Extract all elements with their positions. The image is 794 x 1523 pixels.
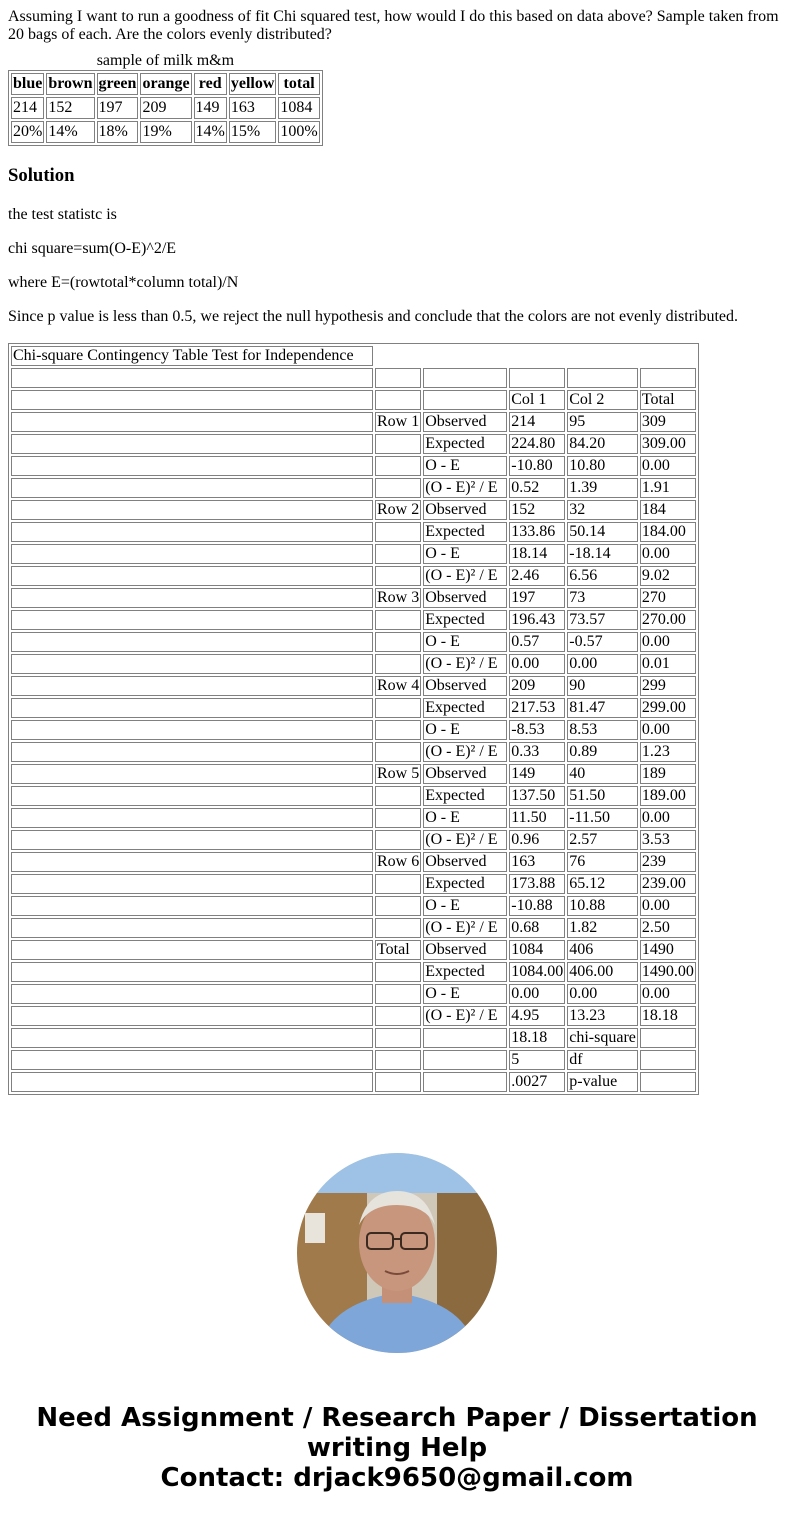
chi-cell: 0.00 [640, 808, 696, 828]
author-avatar [297, 1153, 497, 1353]
chi-cell [11, 962, 373, 982]
chi-cell [11, 940, 373, 960]
chi-cell: Expected [423, 962, 507, 982]
chi-cell: 299 [640, 676, 696, 696]
chi-cell: Expected [423, 522, 507, 542]
chi-table-row [11, 720, 696, 740]
chi-cell [375, 830, 421, 850]
chi-header-row [11, 390, 696, 410]
chi-cell: 0.00 [640, 632, 696, 652]
chi-cell: Observed [423, 676, 507, 696]
chi-table-row [11, 962, 696, 982]
chi-table-row [11, 610, 696, 630]
solution-line-3: where E=(rowtotal*column total)/N [8, 274, 239, 291]
chi-summary-row [11, 1072, 696, 1092]
chi-cell: Expected [423, 874, 507, 894]
chi-cell [11, 676, 373, 696]
chi-cell [11, 830, 373, 850]
mm-header-cell: yellow [229, 73, 277, 95]
chi-cell: 81.47 [567, 698, 638, 718]
solution-line-2: chi square=sum(O-E)^2/E [8, 240, 177, 257]
chi-cell: (O - E)² / E [423, 830, 507, 850]
chi-cell: df [567, 1050, 638, 1070]
chi-cell: 163 [509, 852, 565, 872]
chi-cell [375, 896, 421, 916]
chi-cell: Total [375, 940, 421, 960]
mm-cell: 209 [140, 97, 191, 119]
chi-cell [375, 742, 421, 762]
chi-cell: 196.43 [509, 610, 565, 630]
chi-cell [11, 588, 373, 608]
chi-cell: 0.00 [509, 984, 565, 1004]
chi-cell: 73.57 [567, 610, 638, 630]
chi-cell [423, 390, 507, 410]
mm-table-row [11, 121, 320, 143]
promo-banner [0, 1403, 794, 1493]
chi-table-row [11, 698, 696, 718]
chi-cell: 11.50 [509, 808, 565, 828]
chi-cell [375, 874, 421, 894]
chi-table-row [11, 984, 696, 1004]
chi-cell [11, 368, 373, 388]
chi-cell: Row 4 [377, 677, 420, 694]
chi-cell: 2.57 [567, 830, 638, 850]
chi-cell: (O - E)² / E [423, 478, 507, 498]
chi-cell: -8.53 [509, 720, 565, 740]
chi-cell: O - E [423, 808, 507, 828]
chi-cell [11, 742, 373, 762]
chi-cell [11, 412, 373, 432]
chi-cell [640, 1028, 696, 1048]
chi-cell: -10.80 [509, 456, 565, 476]
chi-cell: Row 1 [377, 413, 420, 430]
chi-cell [375, 522, 421, 542]
chi-cell [375, 808, 421, 828]
chi-cell [11, 610, 373, 630]
chi-cell [423, 1028, 507, 1048]
chi-cell: 95 [567, 412, 638, 432]
chi-cell: 73 [567, 588, 638, 608]
chi-cell: -10.88 [509, 896, 565, 916]
chi-cell: 8.53 [567, 720, 638, 740]
chi-cell: -11.50 [567, 808, 638, 828]
chi-cell: 184.00 [640, 522, 696, 542]
chi-cell [375, 1050, 421, 1070]
chi-table-row [11, 918, 696, 938]
chi-cell [375, 698, 421, 718]
mm-header-cell: red [194, 73, 227, 95]
chi-cell [375, 610, 421, 630]
chi-cell [375, 918, 421, 938]
chi-cell [11, 918, 373, 938]
chi-cell: 137.50 [509, 786, 565, 806]
chi-table-row [11, 632, 696, 652]
chi-cell: 32 [567, 500, 638, 520]
chi-cell: Expected [423, 434, 507, 454]
chi-cell: Col 2 [567, 390, 638, 410]
chi-cell: 1.23 [640, 742, 696, 762]
chi-cell: 406 [567, 940, 638, 960]
chi-cell [567, 368, 638, 388]
chi-cell: 50.14 [567, 522, 638, 542]
chi-blank-row [11, 368, 696, 388]
chi-cell: 18.14 [509, 544, 565, 564]
chi-cell: 9.02 [640, 566, 696, 586]
chi-cell: 84.20 [567, 434, 638, 454]
chi-cell: 3.53 [640, 830, 696, 850]
chi-table-title: Chi-square Contingency Table Test for Independence [11, 346, 373, 366]
chi-cell: Expected [423, 786, 507, 806]
chi-cell: Observed [423, 588, 507, 608]
chi-table-row [11, 830, 696, 850]
chi-cell: 40 [567, 764, 638, 784]
chi-cell [509, 368, 565, 388]
chi-cell: 239 [640, 852, 696, 872]
chi-cell [11, 456, 373, 476]
chi-cell: 0.00 [640, 896, 696, 916]
chi-cell: O - E [423, 984, 507, 1004]
solution-line-1: the test statistc is [8, 206, 117, 223]
promo-line-3: Contact: drjack9650@gmail.com [160, 1463, 634, 1493]
chi-cell [11, 720, 373, 740]
chi-cell [423, 368, 507, 388]
mm-cell: 163 [229, 97, 277, 119]
chi-cell: 309.00 [640, 434, 696, 454]
chi-cell: 0.68 [509, 918, 565, 938]
chi-cell [375, 478, 421, 498]
chi-cell: 270 [640, 588, 696, 608]
chi-cell: (O - E)² / E [423, 1006, 507, 1026]
chi-cell: 2.46 [509, 566, 565, 586]
chi-cell: Expected [423, 698, 507, 718]
chi-cell: p-value [567, 1072, 638, 1092]
chi-table-body [11, 346, 696, 1092]
chi-cell: -0.57 [567, 632, 638, 652]
chi-cell [11, 434, 373, 454]
chi-table-row [11, 478, 696, 498]
chi-cell: 0.00 [509, 654, 565, 674]
chi-summary-row [11, 1028, 696, 1048]
chi-cell: 217.53 [509, 698, 565, 718]
chi-table-row [11, 786, 696, 806]
mm-cell: 14% [194, 121, 227, 143]
chi-table-row [11, 940, 696, 960]
chi-cell [11, 698, 373, 718]
chi-table-row [11, 742, 696, 762]
chi-cell: (O - E)² / E [423, 566, 507, 586]
chi-cell [11, 654, 373, 674]
mm-table-caption: sample of milk m&m [96, 52, 235, 69]
chi-cell [11, 808, 373, 828]
chi-cell: 239.00 [640, 874, 696, 894]
chi-cell: O - E [423, 544, 507, 564]
chi-cell: .0027 [509, 1072, 565, 1092]
chi-cell [375, 1072, 421, 1092]
chi-cell [11, 786, 373, 806]
chi-cell [11, 764, 373, 784]
chi-cell: Observed [423, 852, 507, 872]
chi-cell: 224.80 [509, 434, 565, 454]
chi-cell: O - E [423, 720, 507, 740]
chi-cell: 0.00 [640, 720, 696, 740]
mm-cell: 14% [46, 121, 94, 143]
chi-table-row [11, 588, 696, 608]
chi-cell: Expected [423, 610, 507, 630]
chi-cell: 18.18 [640, 1006, 696, 1026]
chi-cell [11, 896, 373, 916]
chi-cell: 197 [509, 588, 565, 608]
mm-table-body [11, 97, 320, 143]
chi-cell [423, 1072, 507, 1092]
chi-cell [11, 984, 373, 1004]
solution-heading: Solution [8, 165, 75, 186]
chi-cell: 309 [640, 412, 696, 432]
chi-cell: Col 1 [509, 390, 565, 410]
chi-cell [375, 456, 421, 476]
chi-cell: -18.14 [567, 544, 638, 564]
chi-cell: 51.50 [567, 786, 638, 806]
chi-cell: Observed [423, 940, 507, 960]
chi-cell: 1490.00 [641, 963, 694, 980]
chi-cell [375, 434, 421, 454]
chi-cell [11, 1028, 373, 1048]
chi-cell [375, 720, 421, 740]
chi-cell: 1.91 [640, 478, 696, 498]
chi-cell: O - E [423, 632, 507, 652]
chi-table-row [11, 852, 696, 872]
chi-cell [375, 368, 421, 388]
chi-cell [375, 632, 421, 652]
chi-cell [423, 1050, 507, 1070]
chi-cell: 0.00 [567, 984, 638, 1004]
question-text: Assuming I want to run a goodness of fit Chi squared test, how would I do this based on data above? Sample taken from 20 bags of each. Are the colors evenly distributed? [8, 8, 779, 43]
chi-table-row [11, 874, 696, 894]
promo-line-1: Need Assignment / Research Paper / Dissertation [36, 1403, 758, 1433]
chi-cell: Row 5 [377, 765, 420, 782]
mm-cell: 152 [46, 97, 94, 119]
chi-table-row [11, 1006, 696, 1026]
chi-cell: 149 [509, 764, 565, 784]
mm-cell: 149 [194, 97, 227, 119]
chi-cell: 189.00 [640, 786, 696, 806]
chi-cell [375, 566, 421, 586]
chi-table-row [11, 522, 696, 542]
chi-cell: 152 [509, 500, 565, 520]
chi-cell: 5 [509, 1050, 565, 1070]
chi-cell: Observed [423, 500, 507, 520]
chi-summary-row [11, 1050, 696, 1070]
mm-cell: 197 [97, 97, 139, 119]
chi-table-row [11, 412, 696, 432]
chi-cell: 18.18 [509, 1028, 565, 1048]
chi-cell: 6.56 [567, 566, 638, 586]
chi-table-row [11, 456, 696, 476]
mm-header-cell: green [97, 73, 139, 95]
mm-table-row [11, 97, 320, 119]
chi-cell [11, 566, 373, 586]
chi-cell: 173.88 [509, 874, 565, 894]
chi-cell: 90 [567, 676, 638, 696]
chi-cell [375, 984, 421, 1004]
chi-cell: 1490 [640, 940, 696, 960]
chi-cell: Row 2 [377, 501, 420, 518]
chi-cell: 4.95 [509, 1006, 565, 1026]
chi-cell: 0.00 [640, 456, 696, 476]
chi-cell [11, 632, 373, 652]
chi-cell [640, 368, 696, 388]
chi-cell: 10.80 [567, 456, 638, 476]
chi-cell: 0.00 [640, 984, 696, 1004]
mm-cell: 20% [11, 121, 44, 143]
chi-cell: 65.12 [567, 874, 638, 894]
chi-cell: 0.57 [509, 632, 565, 652]
chi-cell: 2.50 [640, 918, 696, 938]
chi-cell: 0.01 [640, 654, 696, 674]
chi-cell: 133.86 [509, 522, 565, 542]
chi-table-row [11, 676, 696, 696]
chi-cell [11, 874, 373, 894]
solution-line-4: Since p value is less than 0.5, we reject the null hypothesis and conclude that the colors are not evenly distributed. [8, 308, 739, 325]
chi-cell [11, 1006, 373, 1026]
chi-cell [640, 1050, 696, 1070]
chi-square-table [8, 343, 699, 1095]
chi-cell: 13.23 [567, 1006, 638, 1026]
mm-header-cell: orange [140, 73, 191, 95]
chi-cell: 76 [567, 852, 638, 872]
chi-cell [375, 654, 421, 674]
chi-cell: 0.00 [640, 544, 696, 564]
chi-table-row [11, 654, 696, 674]
chi-cell: Total [640, 390, 696, 410]
chi-cell [11, 544, 373, 564]
chi-cell [375, 544, 421, 564]
chi-cell [375, 786, 421, 806]
chi-table-row [11, 544, 696, 564]
chi-table-row [11, 896, 696, 916]
chi-cell: 209 [509, 676, 565, 696]
mm-header-cell: total [278, 73, 319, 95]
chi-cell: (O - E)² / E [423, 918, 507, 938]
chi-cell: 189 [640, 764, 696, 784]
chi-cell: 270.00 [640, 610, 696, 630]
chi-cell: Row 6 [377, 853, 420, 870]
chi-cell [375, 390, 421, 410]
chi-cell [11, 478, 373, 498]
chi-cell: (O - E)² / E [423, 654, 507, 674]
chi-cell [375, 1006, 421, 1026]
chi-cell [11, 852, 373, 872]
chi-cell: Observed [423, 764, 507, 784]
mm-cell: 15% [229, 121, 277, 143]
chi-cell: O - E [423, 456, 507, 476]
chi-cell: 0.96 [509, 830, 565, 850]
chi-cell [11, 390, 373, 410]
chi-cell [11, 1050, 373, 1070]
chi-cell [11, 1072, 373, 1092]
chi-table-row [11, 764, 696, 784]
chi-cell: (O - E)² / E [423, 742, 507, 762]
mm-header-cell: blue [11, 73, 44, 95]
chi-cell: 0.00 [567, 654, 638, 674]
chi-cell: 184 [640, 500, 696, 520]
mm-cell: 19% [140, 121, 191, 143]
mm-cell: 214 [11, 97, 44, 119]
chi-table-row [11, 566, 696, 586]
mm-cell: 18% [97, 121, 139, 143]
chi-cell [375, 962, 421, 982]
chi-cell: Observed [423, 412, 507, 432]
chi-cell: chi-square [569, 1029, 636, 1046]
chi-table-row [11, 500, 696, 520]
mm-cell: 100% [278, 121, 319, 143]
chi-cell: 1084.00 [511, 963, 564, 980]
chi-cell: Row 3 [377, 589, 420, 606]
chi-cell: 0.89 [567, 742, 638, 762]
chi-cell [640, 1072, 696, 1092]
mm-sample-table [8, 52, 323, 146]
chi-title-row [11, 346, 696, 366]
chi-cell [11, 522, 373, 542]
chi-cell: 1.82 [567, 918, 638, 938]
chi-cell: 299.00 [640, 698, 696, 718]
chi-cell [11, 500, 373, 520]
chi-cell: O - E [423, 896, 507, 916]
author-photo [297, 1153, 497, 1353]
chi-table-row [11, 808, 696, 828]
chi-table-row [11, 434, 696, 454]
chi-cell: 1.39 [567, 478, 638, 498]
chi-cell: 406.00 [567, 962, 638, 982]
chi-cell: 0.33 [509, 742, 565, 762]
chi-cell: 10.88 [567, 896, 638, 916]
chi-cell [375, 1028, 421, 1048]
chi-cell: 1084 [509, 940, 565, 960]
chi-cell: 0.52 [509, 478, 565, 498]
promo-line-2: writing Help [306, 1433, 488, 1463]
mm-header-cell: brown [46, 73, 94, 95]
chi-cell: 214 [509, 412, 565, 432]
mm-table-header-row [11, 73, 320, 95]
mm-cell: 1084 [278, 97, 319, 119]
